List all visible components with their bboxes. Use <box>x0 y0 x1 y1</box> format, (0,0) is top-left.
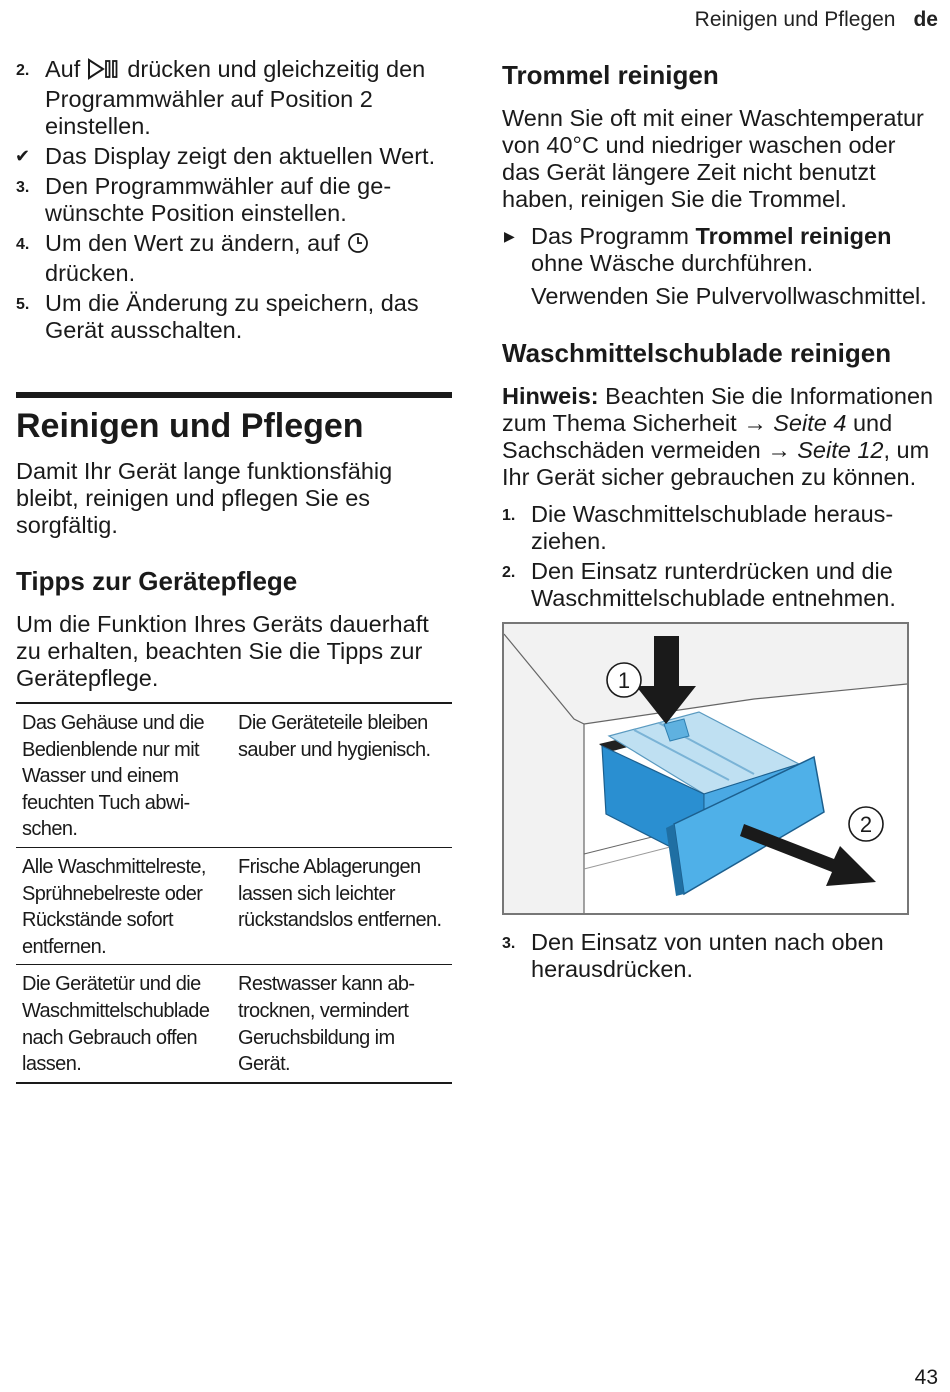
program-name: Trommel reinigen <box>695 223 892 249</box>
section-divider <box>16 392 452 398</box>
step-text: Das Display zeigt den aktuellen Wert. <box>45 143 436 169</box>
step-number: 3. <box>502 935 516 952</box>
arrow-icon: → <box>767 437 791 463</box>
step-number: 5. <box>16 296 30 313</box>
table-row <box>16 847 452 964</box>
step-text: Auf <box>45 56 81 82</box>
right-column <box>502 56 938 986</box>
table-cell-result: Restwasser kann abtrocknen, vermindert Geruchsbildung im Gerät. <box>232 965 452 1083</box>
step-text: ohne Wäsche durchführen. <box>531 250 814 276</box>
step-text: Die Waschmittelschublade herausziehen. <box>531 501 894 554</box>
section-intro: Damit Ihr Gerät lange funktionsfähig bleibt, reinigen und pflegen Sie es sorgfältig. <box>16 458 393 538</box>
drum-title: Trommel reinigen <box>502 60 719 90</box>
header-language: de <box>913 8 938 31</box>
step-number: 3. <box>16 179 30 196</box>
checkmark-icon: ✔ <box>15 146 31 166</box>
step-text: Um die Änderung zu speichern, das Gerät ausschalten. <box>45 290 419 343</box>
table-cell-action: Das Gehäuse und die Bedienblende nur mit Wasser und einem feuchten Tuch abwischen. <box>22 712 205 841</box>
step-number: 2. <box>502 564 516 581</box>
list-item <box>16 173 452 227</box>
list-item <box>502 223 938 277</box>
callout-2: 2 <box>859 812 873 837</box>
step-text: Den Einsatz runterdrücken und die Waschmittelschublade entnehmen. <box>531 558 896 611</box>
step-text: drücken. <box>45 260 136 286</box>
step-number: 2. <box>16 62 30 79</box>
table-cell-action: Die Gerätetür und die Waschmittelschublade nach Gebrauch offen lassen. <box>16 965 232 1083</box>
step-number: 4. <box>16 236 30 253</box>
list-item <box>16 290 452 344</box>
hint-label: Hinweis: <box>502 383 599 409</box>
page-number: 43 <box>914 1366 938 1389</box>
tips-title: Tipps zur Gerätepflege <box>16 566 298 596</box>
callout-1: 1 <box>617 668 631 693</box>
left-column <box>16 56 452 1084</box>
list-item <box>502 929 938 983</box>
hint-text: , um Ihr Gerät sicher gebrauchen zu können. <box>502 437 930 490</box>
page-reference[interactable]: Seite 4 <box>773 410 847 436</box>
step-number: 1. <box>502 507 516 524</box>
list-item <box>502 558 938 612</box>
step-text: drücken und gleichzeitig den Programmwähler auf Position 2 einstellen. <box>45 56 426 139</box>
running-header <box>695 8 938 32</box>
section-title: Reinigen und Pflegen <box>16 407 364 445</box>
step-text: Den Programmwähler auf die gewünschte Position einstellen. <box>45 173 392 226</box>
clock-icon <box>346 232 370 260</box>
bullet-triangle-icon: ▶ <box>504 228 515 244</box>
tips-table <box>16 702 452 1084</box>
table-cell-result: Die Geräteteile bleiben sauber und hygienisch. <box>238 712 431 761</box>
step-text: Den Einsatz von unten nach oben herausdrücken. <box>531 929 884 982</box>
table-cell-result: Frische Ablagerungen lassen sich leichter rückstandslos entfernen. <box>232 847 452 964</box>
step-text: Um den Wert zu ändern, auf <box>45 230 340 256</box>
header-section-title: Reinigen und Pflegen <box>694 8 896 31</box>
hint-paragraph <box>502 383 938 491</box>
drawer-illustration <box>502 622 909 915</box>
list-item <box>502 501 938 555</box>
list-item <box>16 230 452 287</box>
page-reference[interactable]: Seite 12 <box>797 437 884 463</box>
list-item <box>16 56 452 140</box>
start-pause-icon <box>87 58 121 86</box>
detergent-drawer-image <box>504 624 907 913</box>
arrow-icon: → <box>743 410 767 436</box>
table-row <box>16 703 452 847</box>
step-text: Das Programm <box>531 223 690 249</box>
drawer-title: Waschmittelschublade reinigen <box>502 338 892 368</box>
hint-text: Beachten Sie die Informationen zum Thema Sicherheit <box>502 383 934 436</box>
list-item <box>16 143 452 170</box>
table-row <box>16 965 452 1083</box>
drum-intro: Wenn Sie oft mit einer Waschtemperatur von 40°C und niedriger waschen oder das Gerät längere Zeit nicht benutzt haben, reinigen Sie die Trommel. <box>502 105 924 212</box>
tips-intro: Um die Funktion Ihres Geräts dauerhaft zu erhalten, beachten Sie die Tipps zur Gerätepflege. <box>16 611 429 691</box>
hint-text: und Sachschäden vermeiden <box>502 410 893 463</box>
drum-note: Verwenden Sie Pulvervollwaschmittel. <box>531 283 927 309</box>
table-cell-action: Alle Waschmittelreste, Sprühnebelreste oder Rückstände sofort entfernen. <box>16 847 232 964</box>
